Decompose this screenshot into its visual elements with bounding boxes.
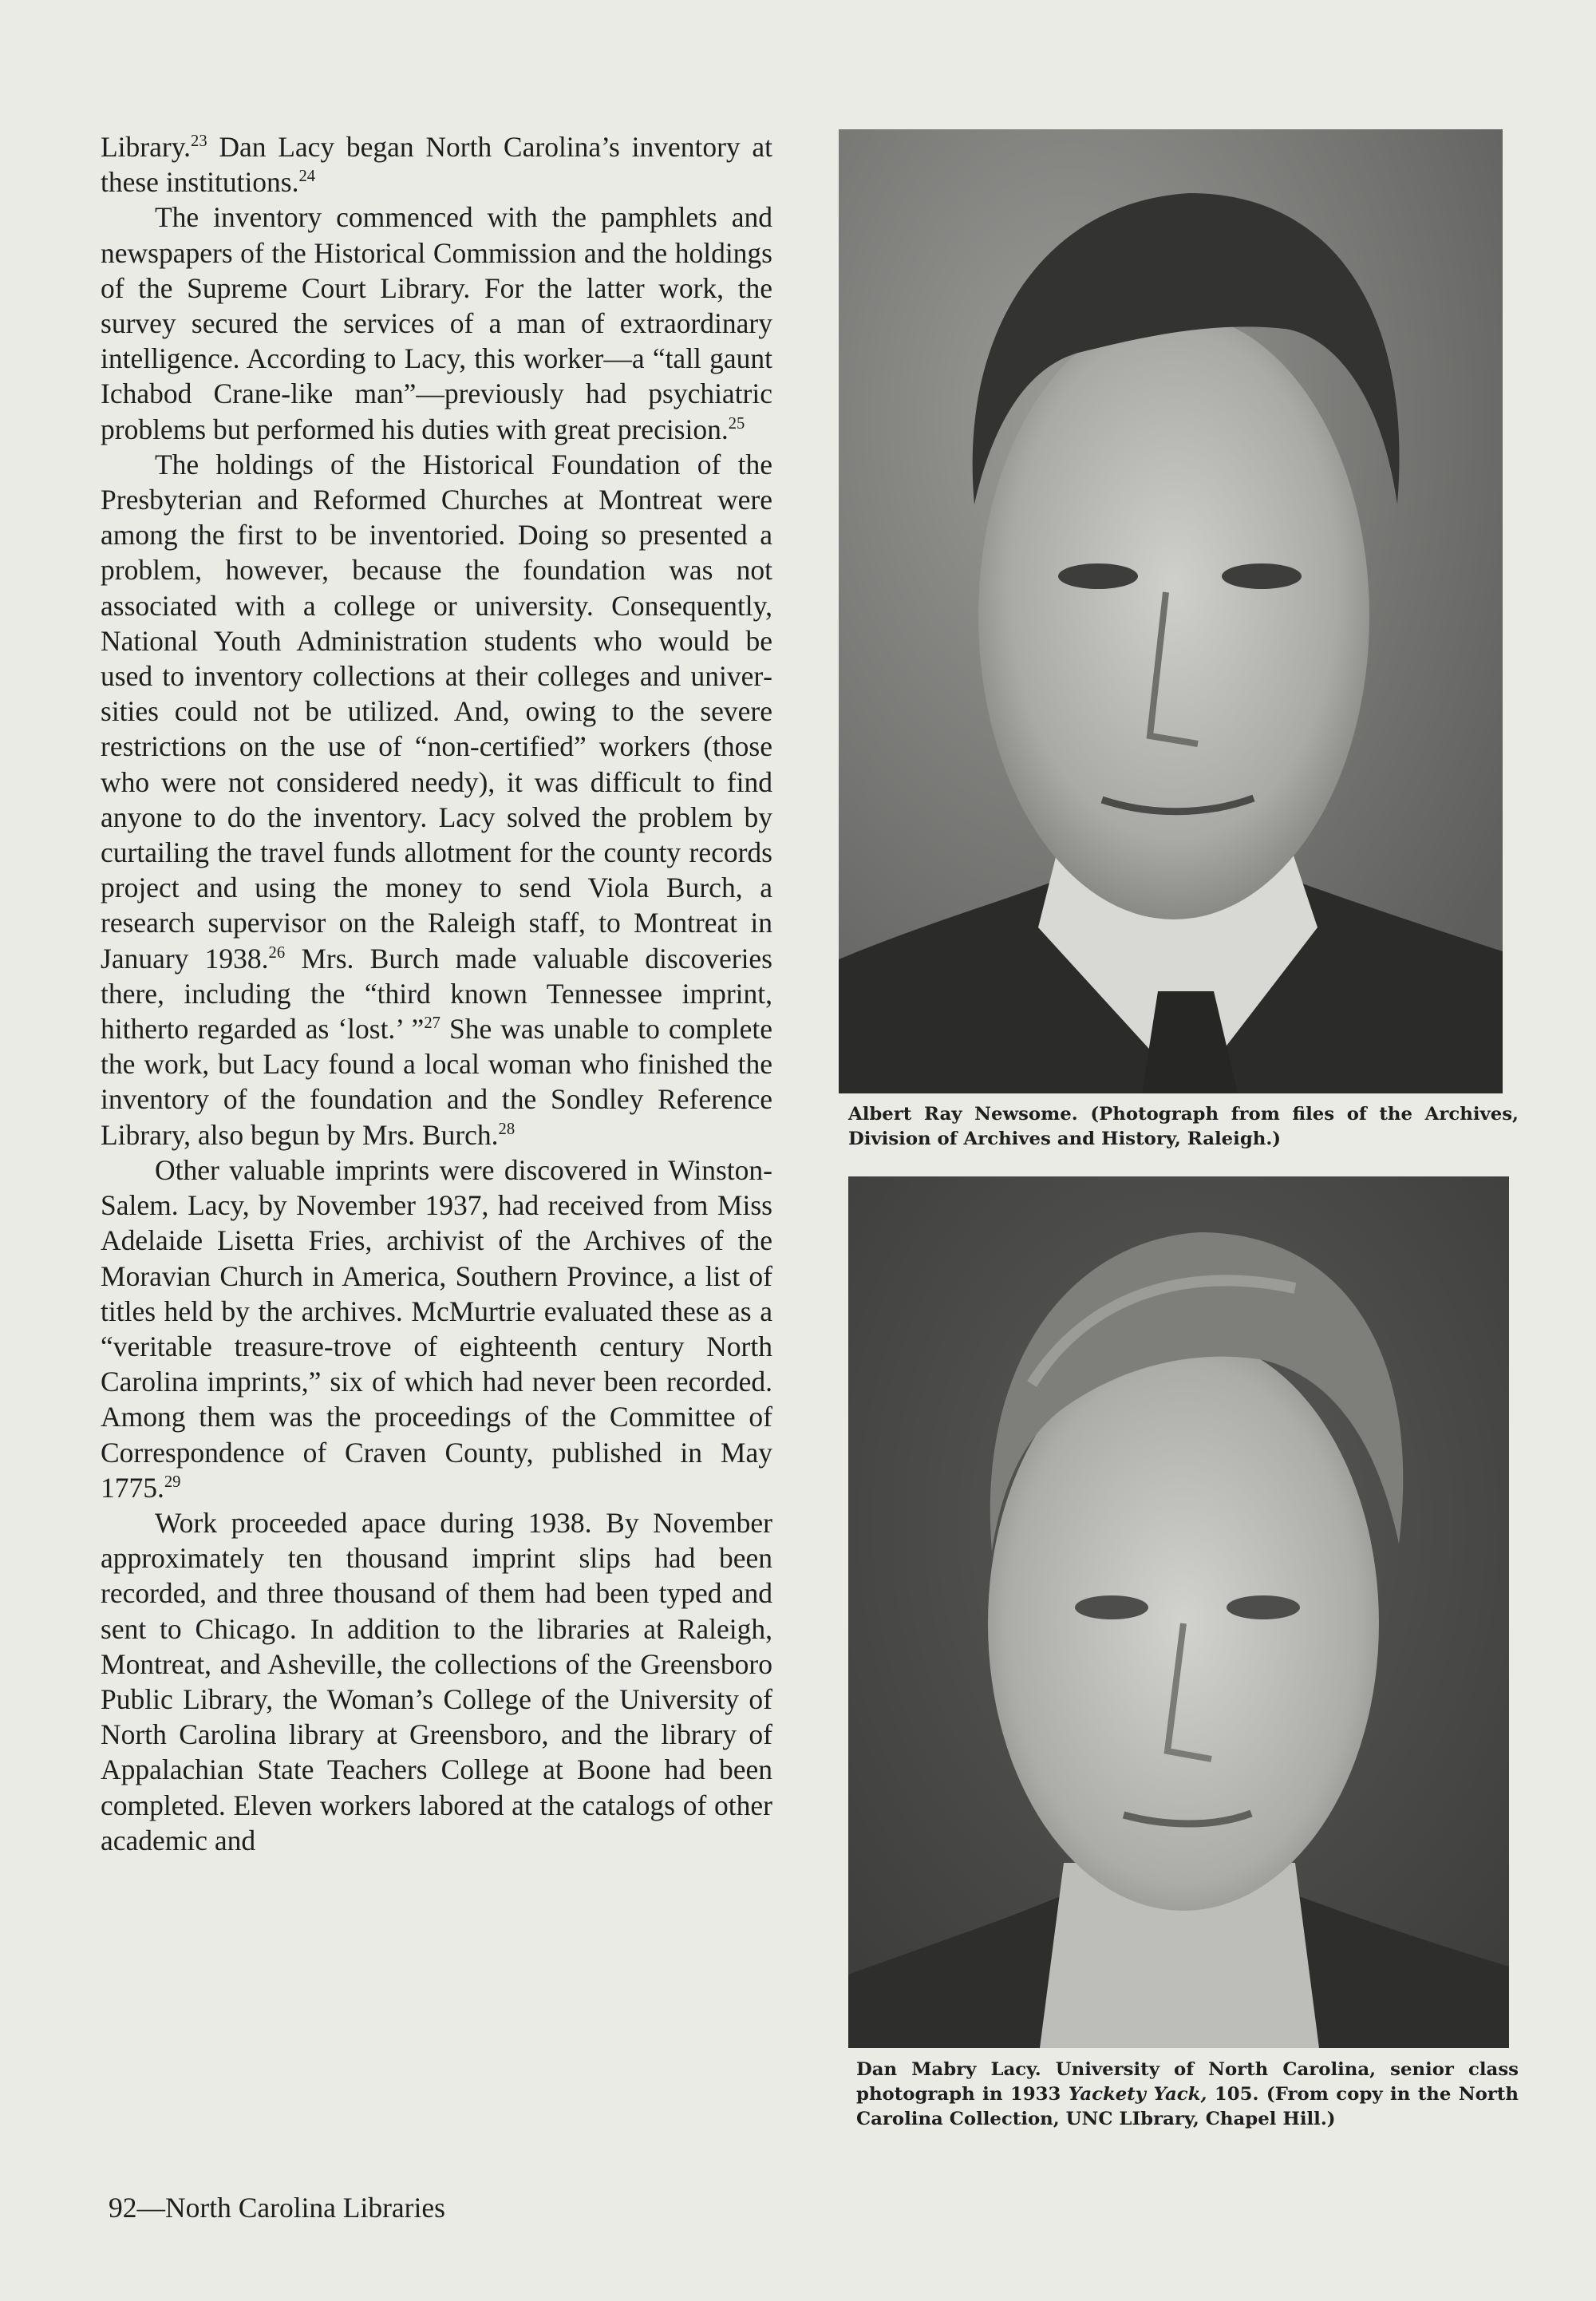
- newsome-photo-caption: Albert Ray Newsome. (Photograph from files of the Archives, Division of Archives and History, Raleigh.): [848, 1104, 1519, 1149]
- paragraph-text: The holdings of the Historical Foundation of the Presbyterian and Reformed Churches at Montreat were among the first to be inventoried. Doing so presented a problem, however, because the foundation was not associated with a college or university. Consequently, National Youth Administration students who would be used to inventory collections at their colleges and universities could not be utilized. And, owing to the severe restrictions on the use of “non-certified” workers (those who were not considered needy), it was difficult to find anyone to do the inventory. Lacy solved the problem by curtailing the travel funds allotment for the county records project and using the money to send Viola Burch, a research supervisor on the Raleigh staff, to Montreat in January 1938.: [101, 448, 772, 975]
- body-paragraph: [101, 1152, 772, 1505]
- body-paragraph: [101, 200, 772, 446]
- paragraph-text: The inventory commenced with the pamphlets and newspapers of the Historical Commission and the holdings of the Supreme Court Library. For the latter work, the survey secured the services of a man of extraordinary intelligence. According to Lacy, this worker—a “tall gaunt Ichabod Crane-like man”—previously had psychiatric problems but performed his duties with great precision.: [101, 201, 772, 445]
- paragraph-text: Other valuable imprints were discovered in Winston-Salem. Lacy, by November 1937, had received from Miss Adelaide Lisetta Fries, archivist of the Archives of the Moravian Church in America, Southern Province, a list of titles held by the archives. McMurtrie evaluated these as a “veritable treasure-trove of eighteenth century North Carolina imprints,” six of which had never been recorded. Among them was the proceedings of the Committee of Correspondence of Craven County, published in May 1775.: [101, 1153, 772, 1504]
- footnote-ref: 23: [191, 132, 207, 151]
- lacy-caption-text: Dan Mabry Lacy. University of North Carolina, senior class photograph in 1933: [856, 2059, 1519, 2105]
- footnote-ref: 28: [498, 1120, 516, 1138]
- paragraph-text: Library.: [101, 131, 192, 163]
- lacy-portrait-image: [848, 1176, 1509, 2048]
- paragraph-text: Dan Lacy began North Carolina’s inventory at these institutions.: [101, 131, 772, 199]
- body-paragraph: [101, 447, 772, 1152]
- page-footer: 92—North Carolina Libraries: [109, 2192, 445, 2224]
- footnote-ref: 29: [164, 1473, 181, 1491]
- lacy-photo-caption: [856, 2058, 1519, 2132]
- newsome-portrait-image: [839, 129, 1503, 1093]
- newsome-portrait-photo: [839, 129, 1503, 1093]
- body-text-column: [101, 129, 772, 1858]
- footnote-ref: 27: [424, 1014, 440, 1033]
- paragraph-text: Mrs. Burch made valuable discoveries there, including the “third known Tennessee imprint, hitherto regarded as ‘lost.’ ”: [101, 942, 773, 1046]
- footnote-ref: 25: [728, 414, 745, 433]
- lacy-caption-text-end: 105. (From copy in the North Carolina Collection, UNC LIbrary, Chapel Hill.): [856, 2084, 1519, 2129]
- footnote-ref: 24: [298, 168, 316, 186]
- paragraph-text: Work proceeded apace during 1938. By November approximately ten thousand imprint slips had been recorded, and three thousand of them had been typed and sent to Chicago. In addition to the libraries at Raleigh, Montreat, and Asheville, the collections of the Greensboro Public Library, the Woman’s College of the University of North Carolina library at Greensboro, and the library of Appalachian State Teachers College at Boone had been completed. Eleven workers labored at the catalogs of other academic and: [101, 1506, 772, 1856]
- lacy-portrait-photo: [848, 1176, 1509, 2048]
- body-paragraph: [101, 1505, 772, 1858]
- body-paragraph: [101, 129, 772, 200]
- paragraph-text: She was unable to complete the work, but Lacy found a local woman who finished the inventory of the foundation and the Sondley Reference Library, also begun by Mrs. Burch.: [101, 1013, 772, 1151]
- lacy-caption-italic: Yackety Yack,: [1068, 2084, 1207, 2105]
- footnote-ref: 26: [268, 943, 286, 962]
